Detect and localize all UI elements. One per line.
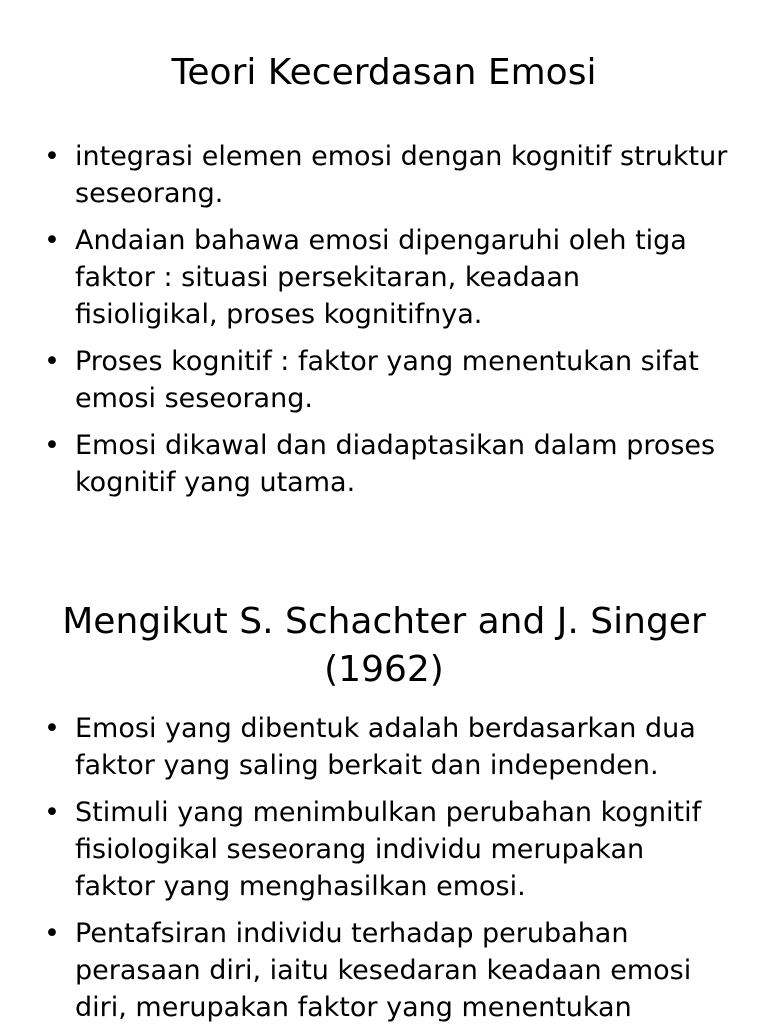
bullet-icon: • xyxy=(44,918,60,949)
bullet-text: Andaian bahawa emosi dipengaruhi oleh tiga faktor : situasi persekitaran, keadaan fisioligikal, proses kognitifnya. xyxy=(75,225,687,330)
slide-schachter-singer xyxy=(0,598,768,1023)
bullet-item xyxy=(44,427,728,501)
bullet-icon: • xyxy=(44,346,60,377)
bullet-item xyxy=(44,222,728,333)
bullet-item xyxy=(44,343,728,417)
bullet-icon: • xyxy=(44,713,60,744)
bullet-text: Pentafsiran individu terhadap perubahan perasaan diri, iaitu kesedaran keadaan emosi diri, merupakan faktor yang menentukan xyxy=(75,918,692,1023)
bullet-icon: • xyxy=(44,141,60,172)
bullet-list xyxy=(44,710,728,1036)
bullet-text: Stimuli yang menimbulkan perubahan kognitif fisiologikal seseorang individu merupakan faktor yang menghasilkan emosi. xyxy=(75,797,702,902)
bullet-text: Emosi dikawal dan diadaptasikan dalam proses kognitif yang utama. xyxy=(75,430,716,498)
bullet-item xyxy=(44,138,728,212)
bullet-item xyxy=(44,915,728,1026)
bullet-text: Emosi yang dibentuk adalah berdasarkan dua faktor yang saling berkait dan independen. xyxy=(75,713,696,781)
slide-teori-kecerdasan-emosi xyxy=(0,0,768,498)
bullet-text: integrasi elemen emosi dengan kognitif struktur seseorang. xyxy=(75,141,728,209)
bullet-icon: • xyxy=(44,225,60,256)
slide-title: Teori Kecerdasan Emosi xyxy=(171,52,597,93)
bullet-item xyxy=(44,710,728,784)
bullet-icon: • xyxy=(44,430,60,461)
slide-title: Mengikut S. Schachter and J. Singer (1962) xyxy=(62,601,706,690)
bullet-text: Proses kognitif : faktor yang menentukan sifat emosi seseorang. xyxy=(75,346,699,414)
bullet-list xyxy=(44,138,728,511)
bullet-item xyxy=(44,794,728,905)
bullet-icon: • xyxy=(44,797,60,828)
